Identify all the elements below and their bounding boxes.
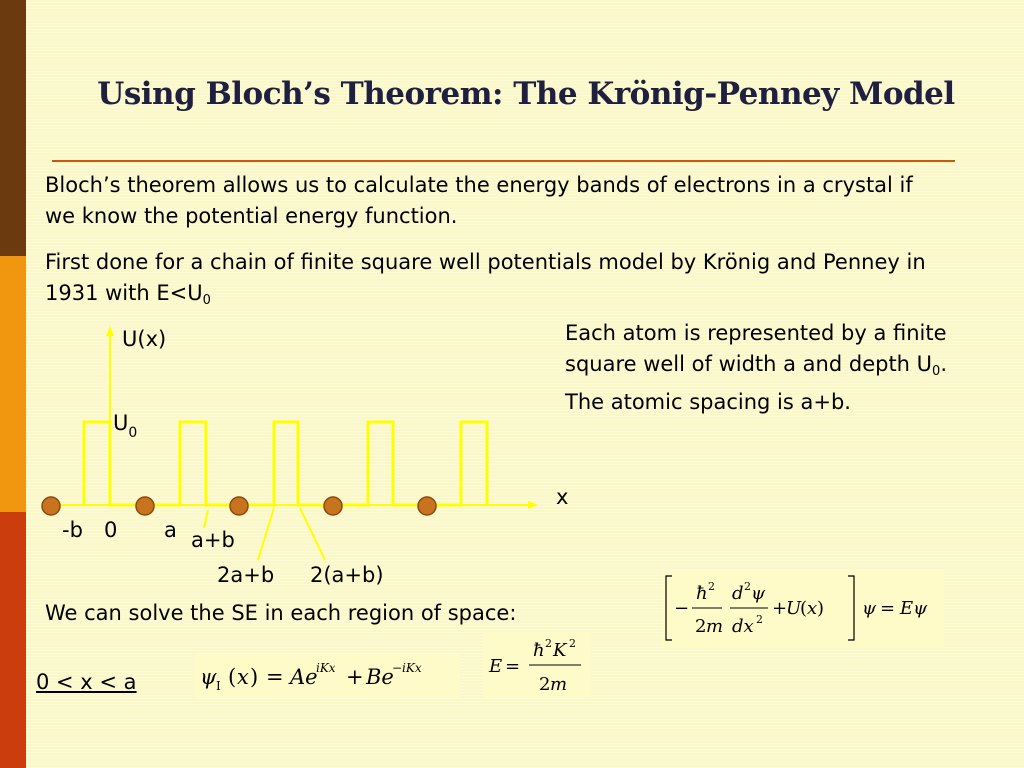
sidebar-dark-segment — [0, 0, 26, 256]
potential-diagram — [0, 300, 620, 600]
svg-text:): ) — [817, 598, 825, 619]
svg-text:(: ( — [800, 598, 808, 619]
svg-text:=: = — [505, 656, 521, 677]
svg-text:−: − — [674, 598, 690, 619]
position-label: 2(a+b) — [310, 563, 384, 587]
intro-paragraph-1: Bloch’s theorem allows us to calculate the energy bands of electrons in a crystal if we know the potential energy function. — [45, 173, 913, 228]
x-axis-label: x — [556, 485, 569, 509]
wavefunction-equation — [194, 654, 460, 698]
svg-text:2: 2 — [756, 613, 763, 626]
svg-text:ħ: ħ — [533, 640, 545, 661]
x-axis-arrow — [528, 501, 538, 509]
title-underline — [52, 160, 955, 162]
pointer-line — [300, 508, 325, 560]
svg-text:x: x — [237, 665, 249, 689]
svg-text:Ae: Ae — [290, 665, 318, 689]
position-label: -b — [62, 518, 83, 542]
svg-text:2: 2 — [539, 674, 551, 695]
svg-text:d: d — [732, 583, 744, 604]
svg-text:Eψ: Eψ — [900, 598, 928, 619]
svg-text:ħ: ħ — [696, 583, 708, 604]
intro-paragraph-2-text: First done for a chain of finite square well potentials model by Krönig and Penney in 1931 with E<U — [45, 250, 926, 305]
svg-text:E: E — [489, 656, 503, 677]
svg-text:2: 2 — [744, 580, 751, 593]
svg-text:Be: Be — [366, 665, 394, 689]
atom-dot — [324, 497, 342, 515]
position-label: a — [164, 518, 177, 542]
schrodinger-equation — [662, 570, 944, 648]
svg-text:+: + — [346, 665, 364, 689]
pointer-line — [258, 508, 274, 560]
atom-description: Each atom is represented by a finite square well of width a and depth $U_0$. The atomic spacing is a+b. — [565, 321, 947, 414]
svg-text:−iKx: −iKx — [392, 661, 422, 675]
svg-text:x: x — [807, 598, 818, 619]
svg-text:): ) — [250, 665, 259, 689]
position-label: a+b — [191, 528, 235, 552]
svg-text:2: 2 — [695, 616, 707, 637]
svg-text:K: K — [553, 640, 567, 661]
solve-text: We can solve the SE in each region of space: — [45, 601, 517, 625]
svg-text:U: U — [786, 598, 802, 619]
slide-title: Using Bloch’s Theorem: The Krönig-Penney Model — [97, 76, 955, 112]
svg-text:=: = — [266, 665, 284, 689]
y-axis-label: U(x) — [122, 327, 167, 351]
svg-text:ψ: ψ — [862, 598, 877, 619]
svg-text:(: ( — [228, 665, 237, 689]
energy-equation — [483, 632, 591, 698]
atom-dot — [418, 497, 436, 515]
svg-text:2: 2 — [569, 637, 576, 650]
atom-dot — [136, 497, 154, 515]
svg-text:2: 2 — [708, 580, 715, 593]
position-label: 0 — [104, 518, 118, 542]
atom-dot — [42, 497, 60, 515]
square-well-potential — [84, 422, 487, 505]
svg-text:iKx: iKx — [316, 661, 336, 675]
u0-label: $U_0$ — [113, 411, 138, 441]
svg-text:m: m — [550, 674, 568, 695]
svg-text:m: m — [706, 616, 724, 637]
region-label: 0 < x < a — [36, 670, 137, 694]
svg-text:ψ: ψ — [200, 665, 217, 689]
svg-text:I: I — [216, 679, 221, 693]
svg-text:ψ: ψ — [751, 583, 766, 604]
svg-text:2: 2 — [545, 637, 552, 650]
svg-text:=: = — [880, 598, 896, 619]
svg-text:dx: dx — [732, 616, 754, 637]
u0-subscript: 0 — [202, 293, 211, 308]
svg-text:+: + — [772, 598, 788, 619]
pointer-line — [204, 510, 208, 528]
position-label: 2a+b — [217, 563, 275, 587]
y-axis-arrow — [106, 326, 114, 336]
atom-dot — [230, 497, 248, 515]
